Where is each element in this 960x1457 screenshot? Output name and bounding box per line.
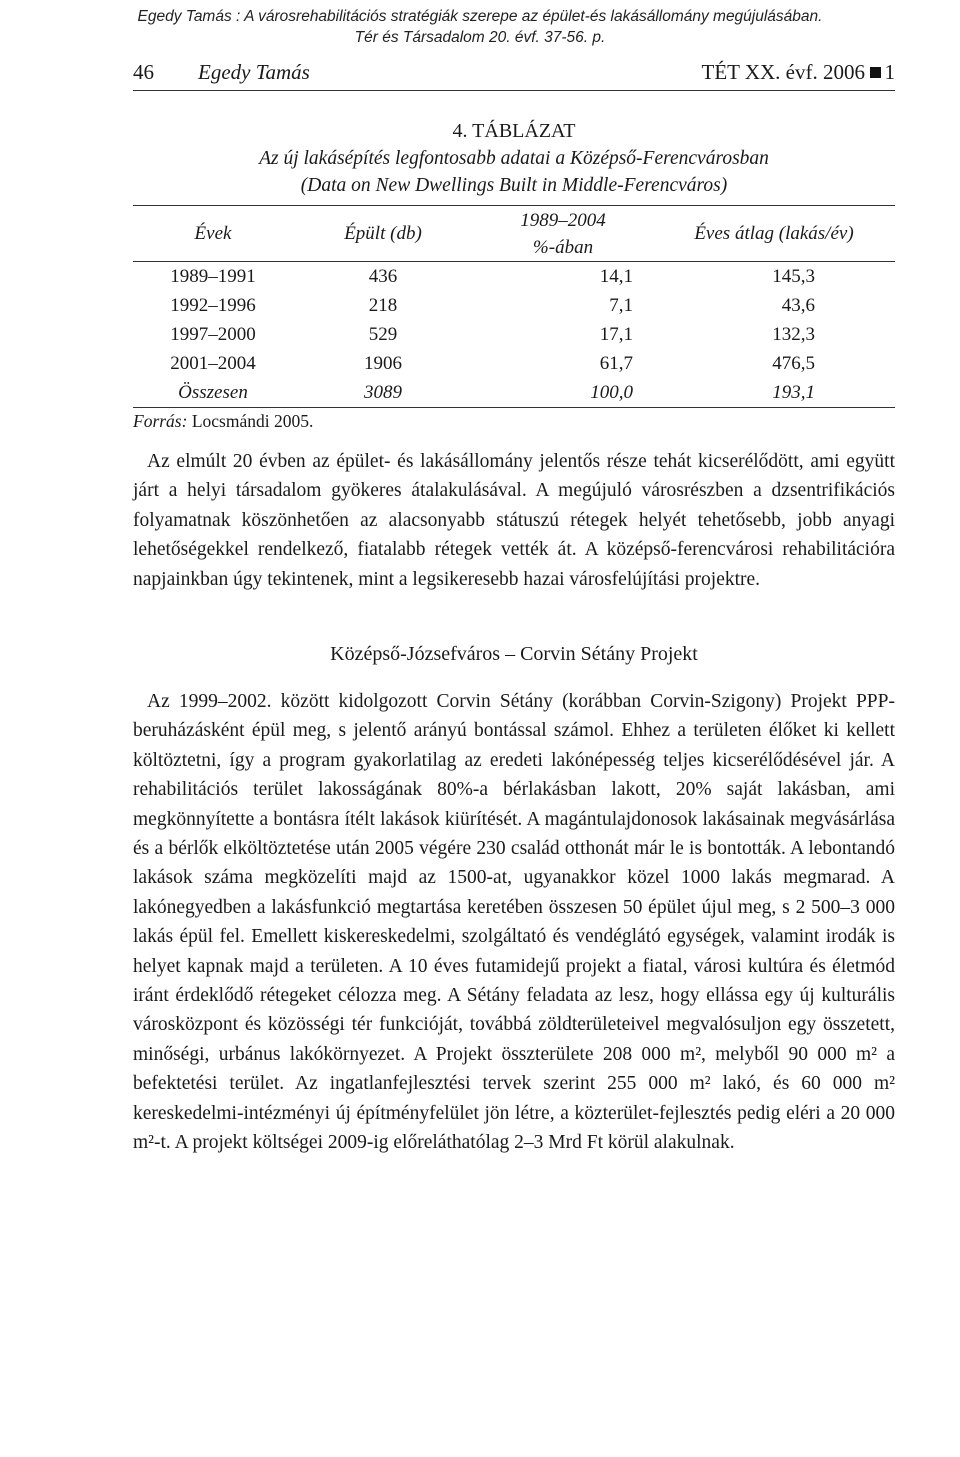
running-head-issue: 1 bbox=[884, 60, 895, 84]
cell-built: 1906 bbox=[364, 352, 402, 374]
header-share bbox=[473, 206, 653, 262]
table-title-en: (Data on New Dwellings Built in Middle-Ferencváros) bbox=[300, 175, 728, 196]
header-built: Épült (db) bbox=[293, 206, 473, 262]
section-heading: Középső-Józsefváros – Corvin Sétány Projekt bbox=[330, 643, 698, 665]
cell-years: 1992–1996 bbox=[170, 294, 256, 316]
citation-line-2: Tér és Társadalom 20. évf. 37-56. p. bbox=[354, 29, 606, 46]
square-bullet-icon bbox=[870, 67, 881, 78]
cell-years: 2001–2004 bbox=[170, 352, 256, 374]
total-built: 3089 bbox=[293, 378, 473, 408]
body-paragraph-1: Az elmúlt 20 évben az épület- és lakásállomány jelentős része tehát kicserélődött, ami együtt járt a helyi társadalom gyökeres átalakulásával. A megújuló városrészben a dzsentrifikációs folyamatnak köszönhetően az alacsonyabb státuszú rétegek helyét tehetősebb, jobb anyagi lehetőségekkel rendelkező, fiatalabb rétegek vették át. A középső-ferencvárosi rehabilitációra napjainkban úgy tekintenek, mint a legsikeresebb hazai városfelújítási projektre. bbox=[133, 451, 895, 590]
source-label: Forrás: bbox=[133, 411, 188, 431]
total-years: Összesen bbox=[133, 378, 293, 408]
cell-share: 14,1 bbox=[599, 265, 633, 287]
source-text: Locsmándi 2005. bbox=[191, 411, 314, 431]
cell-years: 1997–2000 bbox=[170, 323, 256, 345]
cell-built: 529 bbox=[368, 323, 398, 345]
cell-annual: 132,3 bbox=[772, 323, 815, 345]
cell-annual: 43,6 bbox=[781, 294, 815, 316]
header-annual: Éves átlag (lakás/év) bbox=[653, 206, 895, 262]
table-row bbox=[133, 291, 895, 320]
cell-share: 7,1 bbox=[609, 294, 633, 316]
dwellings-table bbox=[133, 205, 895, 408]
cell-share: 17,1 bbox=[599, 323, 633, 345]
cell-annual: 476,5 bbox=[772, 352, 815, 374]
header-share-line-1: 1989–2004 bbox=[520, 209, 606, 231]
body-paragraph-2: Az 1999–2002. között kidolgozott Corvin Sétány (korábban Corvin-Szigony) Projekt PPP-beruházásként épül meg, s jelentő arányú bontással számol. Ehhez a területen élőket ki kellett költöztetni, így a program gyakorlatilag az eredeti lakónépesség teljes kicserélődésével jár. A rehabilitációs terület lakosságának 80%-a bérlakásban lakott, 20% saját lakásban, ami megkönnyítette a bontásra ítélt lakások kiürítését. A magántulajdonosok lakásainak megvásárlása és a bérlők elköltöztetése után 2005 végére 230 család otthonát már le is bontották. A lebontandó lakások száma megközelíti majd az 1500-at, ugyanakkor közel 1000 lakás megmarad. A lakónegyedben a lakásfunkció megtartása keretében összesen 50 épület újul meg, s 2 500–3 000 lakás épül fel. Emellett kiskereskedelmi, szolgáltató és vendéglátó egységek, valamint irodák is helyet kapnak majd a területen. A 10 éves futamidejű projekt a fiatal, városi kultúra és életmód iránt érdeklődő rétegeket célozza meg. A Sétány feladata az lesz, hogy ellássa egy új kulturális városközpont és közösségi tér funkcióját, továbbá zöldterületeivel megvalósuljon egy összetett, minőségi, urbánus lakókörnyezet. A Projekt összterülete 208 000 m², melyből 90 000 m² a befektetési terület. Az ingatlanfejlesztési tervek szerint 255 000 m² lakó, és 60 000 m² kereskedelmi-intézményi új építményfelület jön létre, a közterület-fejlesztés pedig eléri a 20 000 m²-t. A projekt költségei 2009-ig előreláthatólag 2–3 Mrd Ft körül alakulnak. bbox=[133, 691, 895, 1154]
table-total-row bbox=[133, 378, 895, 408]
table-source bbox=[133, 411, 313, 432]
cell-share: 61,7 bbox=[599, 352, 633, 374]
cell-years: 1989–1991 bbox=[170, 265, 256, 287]
citation-line-1: Egedy Tamás : A városrehabilitációs stratégiák szerepe az épület-és lakásállomány megújulásában. bbox=[137, 8, 823, 25]
table-header-row bbox=[133, 206, 895, 262]
table-number: 4. TÁBLÁZAT bbox=[452, 120, 576, 142]
table-row bbox=[133, 262, 895, 292]
running-head bbox=[133, 60, 895, 91]
table-row bbox=[133, 349, 895, 378]
running-head-author: Egedy Tamás bbox=[198, 60, 310, 84]
table-title-hu: Az új lakásépítés legfontosabb adatai a Középső-Ferencvárosban bbox=[259, 148, 769, 169]
header-years: Évek bbox=[133, 206, 293, 262]
citation-header bbox=[0, 6, 960, 48]
cell-built: 436 bbox=[368, 265, 398, 287]
total-annual: 193,1 bbox=[653, 378, 895, 408]
cell-annual: 145,3 bbox=[772, 265, 815, 287]
cell-built: 218 bbox=[368, 294, 398, 316]
total-share: 100,0 bbox=[473, 378, 653, 408]
table-row bbox=[133, 320, 895, 349]
running-head-journal: TÉT XX. évf. 2006 bbox=[701, 60, 865, 84]
header-share-line-2: %-ában bbox=[532, 236, 594, 258]
page-number: 46 bbox=[133, 60, 154, 84]
